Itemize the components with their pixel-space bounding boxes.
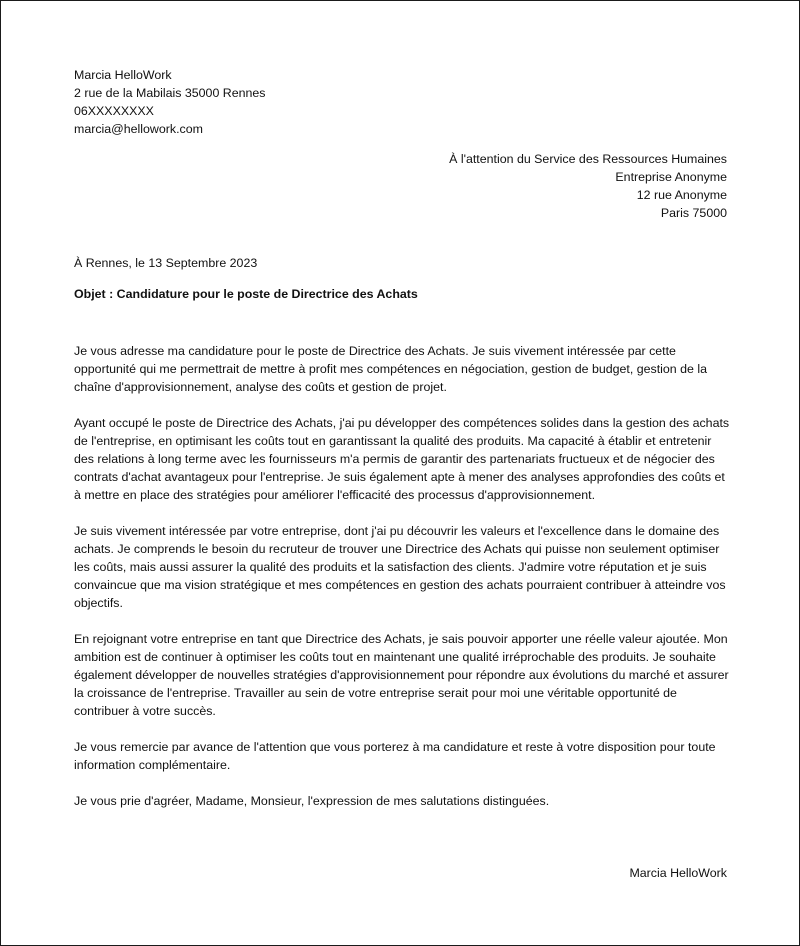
body-paragraph: Je vous remercie par avance de l'attention que vous porterez à ma candidature et reste à votre disposition pour toute information complémentaire.: [74, 740, 716, 772]
subject-line: Objet : Candidature pour le poste de Directrice des Achats: [74, 287, 418, 301]
closing-paragraph: Je vous prie d'agréer, Madame, Monsieur, l'expression de mes salutations distinguées.: [74, 794, 550, 808]
body-paragraph: Ayant occupé le poste de Directrice des Achats, j'ai pu développer des compétences solides dans la gestion des achats de l'entreprise, en optimisant les coûts tout en garantissant la qualité des produits. Ma capacité à établir et entretenir des relations à long terme avec les fournisseurs m'a permis de garantir des partenariats fructueux et de négocier des contrats d'achat avantageux pour l'entreprise. Je suis également apte à mener des analyses approfondies des coûts et à mettre en place des stratégies pour améliorer l'efficacité des processus d'approvisionnement.: [74, 416, 730, 502]
body-paragraph: En rejoignant votre entreprise en tant que Directrice des Achats, je sais pouvoir apporter une réelle valeur ajoutée. Mon ambition est de continuer à optimiser les coûts tout en maintenant une qualité irréprochable des produits. Je souhaite également développer de nouvelles stratégies d'approvisionnement pour répondre aux évolutions du marché et assurer la croissance de l'entreprise. Travailler au sein de votre entreprise serait pour moi une véritable opportunité de contribuer à votre succès.: [74, 632, 729, 718]
recipient-attention: À l'attention du Service des Ressources Humaines: [449, 152, 727, 166]
recipient-street: 12 rue Anonyme: [636, 188, 727, 202]
recipient-block: [449, 150, 727, 222]
body-paragraph: Je vous adresse ma candidature pour le poste de Directrice des Achats. Je suis vivement intéressée par cette opportunité qui me permettrait de mettre à profit mes compétences en négociation, gestion de budget, gestion de la chaîne d'approvisionnement, analyse des coûts et gestion de projet.: [74, 344, 707, 394]
sender-phone: 06XXXXXXXX: [74, 104, 154, 118]
sender-address: 2 rue de la Mabilais 35000 Rennes: [74, 86, 266, 100]
date-line: À Rennes, le 13 Septembre 2023: [74, 256, 258, 270]
sender-name: Marcia HelloWork: [74, 68, 172, 82]
sender-email: marcia@hellowork.com: [74, 122, 203, 136]
letter-body: [74, 342, 734, 828]
recipient-city: Paris 75000: [660, 206, 727, 220]
recipient-company: Entreprise Anonyme: [615, 170, 727, 184]
signature: Marcia HelloWork: [629, 866, 727, 880]
body-paragraph: Je suis vivement intéressée par votre entreprise, dont j'ai pu découvrir les valeurs et l'excellence dans le domaine des achats. Je comprends le besoin du recruteur de trouver une Directrice des Achats qui puisse non seulement optimiser les coûts, mais aussi assurer la qualité des produits et la satisfaction des clients. J'admire votre réputation et je suis convaincue que ma vision stratégique et mes compétences en gestion des achats pourraient contribuer à atteindre vos objectifs.: [74, 524, 726, 610]
sender-block: [74, 66, 266, 138]
